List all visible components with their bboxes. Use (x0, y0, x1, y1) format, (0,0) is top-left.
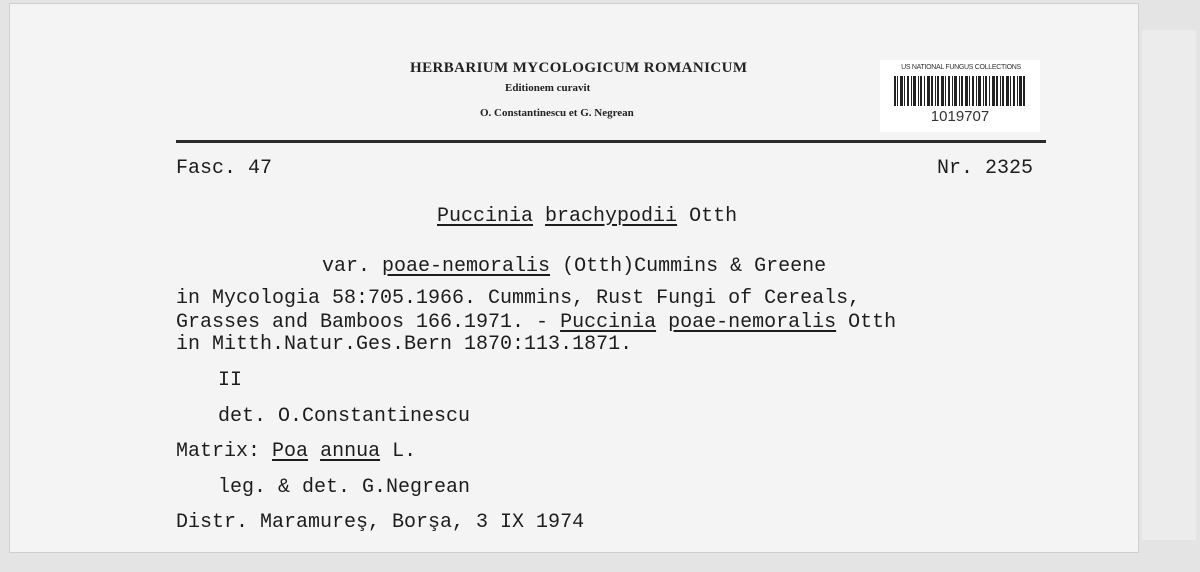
barcode-collection-name: US NATIONAL FUNGUS COLLECTIONS (901, 64, 1021, 71)
citation-line-2 (176, 312, 896, 334)
citation-line-1: in Mycologia 58:705.1966. Cummins, Rust Fungi of Cereals, (176, 287, 861, 310)
host-epithet: annua (320, 440, 381, 463)
species-genus: Puccinia (437, 205, 534, 228)
collector: leg. & det. G.Negrean (218, 476, 471, 499)
synonym-epithet: poae-nemoralis (668, 311, 837, 334)
species-author: Otth (689, 205, 738, 228)
spore-stage: II (218, 369, 243, 392)
herbarium-title: HERBARIUM MYCOLOGICUM ROMANICUM (410, 60, 748, 76)
citation-line-3: in Mitth.Natur.Ges.Bern 1870:113.1871. (176, 333, 633, 356)
variety-prefix: var. (322, 255, 371, 278)
variety-line (322, 256, 826, 278)
herbarium-subtitle: Editionem curavit (505, 82, 591, 94)
matrix-label: Matrix: (176, 440, 261, 463)
locality: Distr. Maramureş, Borşa, 3 IX 1974 (176, 511, 585, 534)
variety-name: poae-nemoralis (382, 255, 551, 278)
determiner: det. O.Constantinescu (218, 405, 471, 428)
host-author: L. (392, 440, 417, 463)
species-name (437, 206, 737, 228)
species-epithet: brachypodii (545, 205, 678, 228)
fascicle-number: Fasc. 47 (176, 157, 273, 180)
host-genus: Poa (272, 440, 309, 463)
header-divider (176, 140, 1046, 143)
matrix-line (176, 441, 416, 463)
sheet-edge (1142, 30, 1196, 540)
variety-author: (Otth)Cummins & Greene (562, 255, 827, 278)
synonym-author: Otth (848, 311, 897, 334)
barcode-label (880, 60, 1040, 132)
herbarium-editors: O. Constantinescu et G. Negrean (480, 107, 634, 119)
exsiccata-number: Nr. 2325 (937, 157, 1034, 180)
barcode-number: 1019707 (930, 108, 990, 125)
citation-text: Grasses and Bamboos 166.1971. - (176, 311, 561, 334)
barcode-bars (894, 76, 1026, 106)
synonym-genus: Puccinia (560, 311, 657, 334)
